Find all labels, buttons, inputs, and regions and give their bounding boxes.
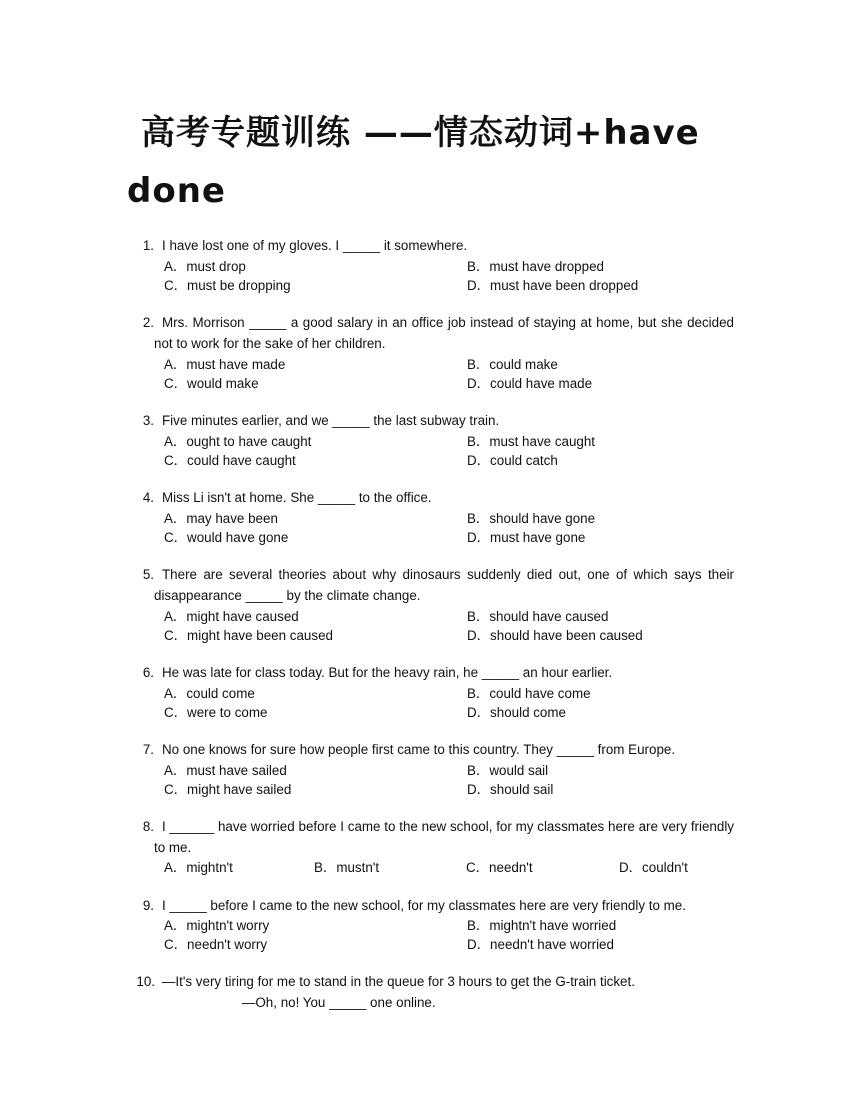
answer-option: C．would make bbox=[164, 376, 259, 391]
answer-option: A．must have made bbox=[164, 357, 286, 372]
answer-option: D．could have made bbox=[467, 376, 593, 391]
answer-option: C．needn't bbox=[466, 860, 533, 875]
answer-option: B．must have caught bbox=[467, 434, 596, 449]
answer-option: A．mightn't bbox=[164, 860, 233, 875]
answer-option: A．may have been bbox=[164, 511, 278, 526]
question-number: 9. bbox=[142, 898, 154, 913]
answer-option: A．might have caused bbox=[164, 609, 299, 624]
answer-option: A．could come bbox=[164, 686, 255, 701]
question-number: 3. bbox=[142, 413, 154, 428]
answer-option: A．ought to have caught bbox=[164, 434, 312, 449]
question-stem: I have lost one of my gloves. I _____ it somewhere. bbox=[162, 238, 468, 253]
answer-option: D．couldn't bbox=[619, 860, 688, 875]
answer-option: B．should have caused bbox=[467, 609, 609, 624]
question-stem: —It's very tiring for me to stand in the queue for 3 hours to get the G-train ticket. bbox=[162, 974, 635, 989]
answer-option: C．could have caught bbox=[164, 453, 296, 468]
answer-option: C．must be dropping bbox=[164, 278, 291, 293]
question-number: 2. bbox=[142, 315, 154, 330]
question-stem: There are several theories about why dinosaurs suddenly died out, one of which says their disappearance _____ by the climate change. bbox=[154, 567, 734, 603]
answer-option: B．would sail bbox=[467, 763, 549, 778]
dialogue-reply: —Oh, no! You _____ one online. bbox=[242, 995, 436, 1010]
answer-option: D．needn't have worried bbox=[467, 937, 614, 952]
question-stem: Miss Li isn't at home. She _____ to the office. bbox=[162, 490, 432, 505]
answer-option: A．mightn't worry bbox=[164, 918, 270, 933]
answer-option: C．might have been caused bbox=[164, 628, 333, 643]
answer-option: C．might have sailed bbox=[164, 782, 292, 797]
answer-option: B．mustn't bbox=[314, 860, 380, 875]
answer-option: C．needn't worry bbox=[164, 937, 268, 952]
answer-option: B．could make bbox=[467, 357, 558, 372]
answer-option: D．must have been dropped bbox=[467, 278, 639, 293]
question-number: 8. bbox=[142, 819, 154, 834]
question-number: 7. bbox=[142, 742, 154, 757]
question-number: 10. bbox=[136, 974, 155, 989]
answer-option: D．must have gone bbox=[467, 530, 586, 545]
answer-option: D．could catch bbox=[467, 453, 558, 468]
answer-option: D．should come bbox=[467, 705, 566, 720]
question-stem: Five minutes earlier, and we _____ the last subway train. bbox=[162, 413, 500, 428]
answer-option: B．should have gone bbox=[467, 511, 596, 526]
question-stem: He was late for class today. But for the heavy rain, he _____ an hour earlier. bbox=[162, 665, 613, 680]
question-number: 6. bbox=[142, 665, 154, 680]
question-number: 4. bbox=[142, 490, 154, 505]
answer-option: D．should have been caused bbox=[467, 628, 643, 643]
answer-option: A．must drop bbox=[164, 259, 246, 274]
answer-option: B．could have come bbox=[467, 686, 591, 701]
answer-option: C．were to come bbox=[164, 705, 268, 720]
page-title: 高考专题训练 ——情态动词+have done bbox=[127, 113, 700, 211]
question-stem: No one knows for sure how people first came to this country. They _____ from Europe. bbox=[162, 742, 676, 757]
question-stem: I ______ have worried before I came to the new school, for my classmates here are very friendly to me. bbox=[154, 819, 734, 855]
answer-option: C．would have gone bbox=[164, 530, 289, 545]
question-stem: Mrs. Morrison _____ a good salary in an office job instead of staying at home, but she decided not to work for the sake of her children. bbox=[154, 315, 734, 351]
question-number: 5. bbox=[142, 567, 154, 582]
answer-option: B．mightn't have worried bbox=[467, 918, 617, 933]
question-number: 1. bbox=[142, 238, 154, 253]
answer-option: D．should sail bbox=[467, 782, 554, 797]
answer-option: B．must have dropped bbox=[467, 259, 604, 274]
answer-option: A．must have sailed bbox=[164, 763, 287, 778]
question-stem: I _____ before I came to the new school, for my classmates here are very friendly to me. bbox=[162, 898, 686, 913]
